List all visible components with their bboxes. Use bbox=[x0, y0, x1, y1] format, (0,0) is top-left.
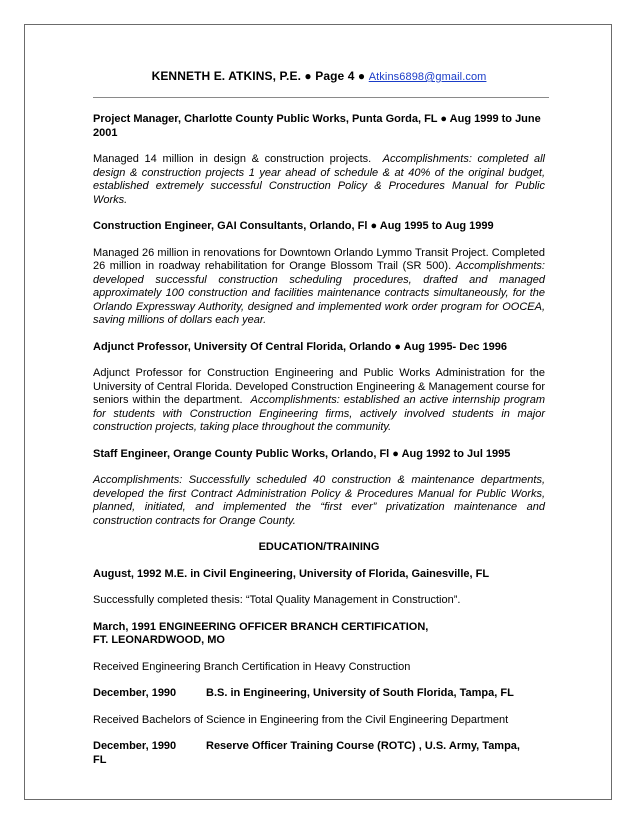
job-title: Staff Engineer, Orange County Public Works, Orlando, Fl ● Aug 1992 to Jul 1995 bbox=[93, 447, 511, 460]
degree-row bbox=[93, 687, 545, 701]
training-title: Reserve Officer Training Course (ROTC) , U.S. Army, Tampa, bbox=[206, 740, 520, 752]
page-header bbox=[0, 69, 638, 83]
degree-date: December, 1990 bbox=[93, 687, 177, 699]
training-location: FL bbox=[93, 753, 107, 766]
degree-description: Received Bachelors of Science in Engineering from the Civil Engineering Department bbox=[93, 713, 509, 726]
job-title: Project Manager, Charlotte County Public Works, Punta Gorda, FL ● Aug 1999 to June 2001 bbox=[93, 113, 541, 139]
job-description: Adjunct Professor for Construction Engineering and Public Works Administration for the University of Central Florida. Developed Construction Engineering & Management course for seniors within the department. Accomplishments: established an active internship program for students with Construction Engineering firms, actively involved students in major construction projects, taking place throughout the community. bbox=[93, 367, 545, 433]
degree-title: B.S. in Engineering, University of South Florida, Tampa, FL bbox=[206, 687, 514, 699]
certification-location: FT. LEONARDWOOD, MO bbox=[93, 634, 225, 646]
education-heading: EDUCATION/TRAINING bbox=[258, 541, 380, 553]
email-link[interactable]: Atkins6898@gmail.com bbox=[368, 71, 487, 83]
training-row bbox=[93, 740, 545, 754]
job-description: Managed 14 million in design & construction projects. Accomplishments: completed all design & construction projects 1 year ahead of schedule & at 40% of the original budget, established extremely successful Construction Policy & Procedures Manual for Public Works. bbox=[93, 153, 545, 206]
certification-title: March, 1991 ENGINEERING OFFICER BRANCH CERTIFICATION, bbox=[93, 620, 429, 633]
header-divider bbox=[93, 97, 549, 98]
degree-description: Successfully completed thesis: “Total Quality Management in Construction”. bbox=[93, 594, 461, 606]
header-name-page: KENNETH E. ATKINS, P.E. ● Page 4 ● bbox=[151, 69, 369, 83]
job-description: Managed 26 million in renovations for Downtown Orlando Lymmo Transit Project. Completed 26 million in roadway rehabilitation for Orange Blossom Trail (SR 500). Accomplishments: developed successful construction scheduling procedures, drafted and managed approximately 100 construction and facilities maintenance contracts simultaneously, for the Orlando Expressway Authority, designed and implemented work order program for OOCEA, saving millions of dollars each year. bbox=[93, 246, 545, 326]
training-date: December, 1990 bbox=[93, 740, 177, 752]
job-title: Construction Engineer, GAI Consultants, Orlando, Fl ● Aug 1995 to Aug 1999 bbox=[93, 220, 494, 232]
degree-title: August, 1992 M.E. in Civil Engineering, University of Florida, Gainesville, FL bbox=[93, 567, 490, 580]
certification-description: Received Engineering Branch Certification in Heavy Construction bbox=[93, 660, 411, 673]
job-description: Accomplishments: Successfully scheduled 40 construction & maintenance departments, developed the first Contract Administration Policy & Procedures Manual for Public Works, planned, initiated, and implemented the “first ever” privatization maintenance and construction contracts for Orange County. bbox=[93, 474, 545, 527]
job-title: Adjunct Professor, University Of Central Florida, Orlando ● Aug 1995- Dec 1996 bbox=[93, 340, 507, 353]
resume-body bbox=[93, 113, 545, 767]
